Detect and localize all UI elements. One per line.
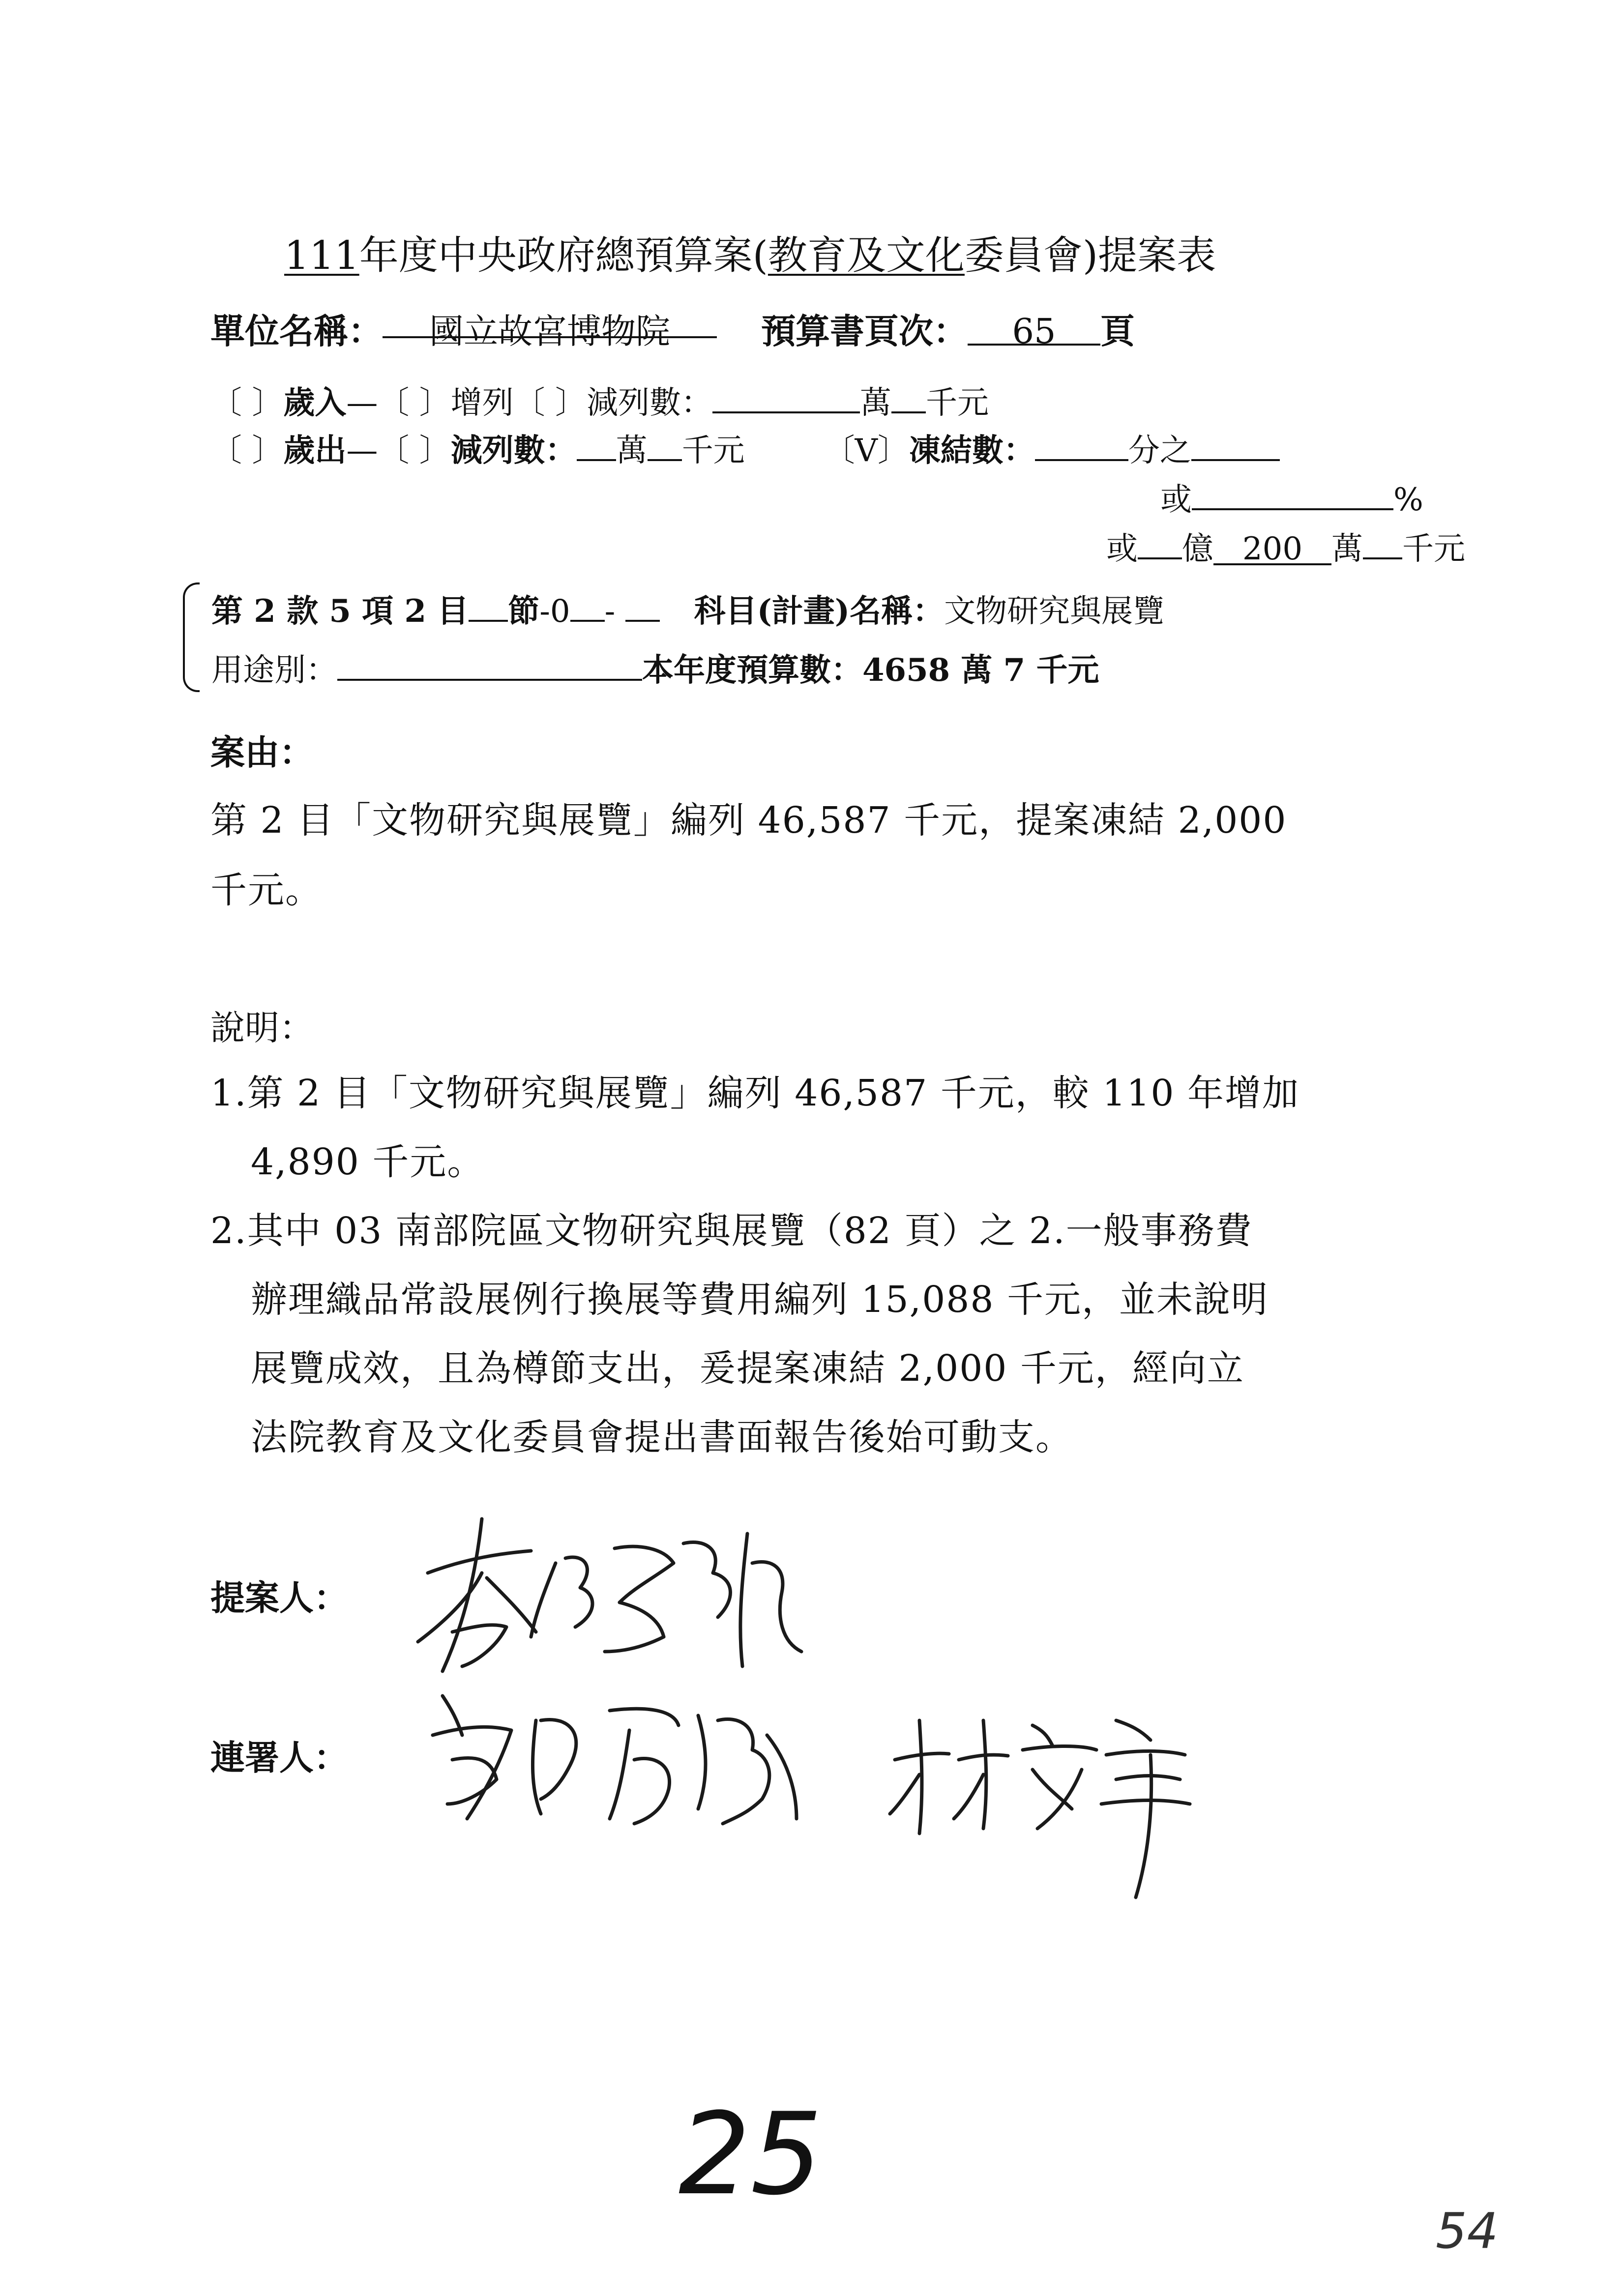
page-number-corner: 54	[1436, 2202, 1499, 2260]
percent-or: 或	[1160, 482, 1192, 518]
page-unit: 頁	[1100, 311, 1135, 351]
usage-row	[211, 645, 1099, 690]
percent-row	[1160, 474, 1423, 520]
explanation-line-2: 4,890 千元。	[251, 1141, 485, 1183]
revenue-row	[210, 378, 989, 423]
subject-label: 科目(計畫)名稱：	[694, 593, 945, 630]
item-row	[211, 586, 1164, 631]
reason-line-1: 第 2 目「文物研究與展覽」編列 46,587 千元，提案凍結 2,000	[210, 799, 1287, 842]
expense-label: 歲出	[283, 432, 347, 469]
expense-dash: —〔 〕	[346, 433, 451, 469]
expense-wan: 萬	[616, 433, 648, 469]
amount-wan: 萬	[1331, 531, 1363, 567]
revenue-dash: —	[346, 385, 378, 421]
revenue-inc: 〔 〕增列〔 〕減列數：	[378, 385, 713, 421]
amount-qian: 千元	[1402, 531, 1465, 567]
unit-value: 國立故宮博物院	[383, 304, 717, 338]
item-jie: 節	[508, 593, 540, 630]
fen-zhi: 分之	[1128, 433, 1191, 469]
reason-heading: 案由：	[210, 732, 314, 773]
explanation-line-6: 法院教育及文化委員會提出書面報告後始可動支。	[251, 1416, 1073, 1458]
amount-or: 或	[1106, 531, 1138, 567]
amount-row	[1106, 523, 1465, 569]
freeze-check: 〔V〕	[823, 433, 909, 469]
revenue-wan: 萬	[860, 385, 892, 421]
explanation-line-5: 展覽成效，且為樽節支出，爰提案凍結 2,000 千元，經向立	[251, 1347, 1244, 1390]
title-year: 111	[284, 233, 359, 278]
proposer-label: 提案人：	[210, 1577, 348, 1618]
item-dash: -	[604, 593, 625, 630]
subject-value: 文物研究與展覽	[944, 593, 1165, 630]
explanation-line-3: 2.其中 03 南部院區文物研究與展覽（82 頁）之 2.一般事務費	[210, 1210, 1253, 1252]
page-number-center: 25	[679, 2089, 823, 2220]
expense-dec: 減列數：	[450, 432, 577, 469]
reason-line-2: 千元。	[210, 869, 323, 911]
cosigner-signature-2	[885, 1701, 1200, 1907]
item-jie-value: -0	[539, 593, 570, 630]
amount-yi: 億	[1182, 531, 1213, 567]
page-label: 預算書頁次：	[761, 311, 968, 351]
title-text-b: 委員會)提案表	[964, 233, 1216, 278]
expense-check: 〔 〕	[210, 433, 284, 469]
cosigner-signature-1	[423, 1681, 816, 1829]
revenue-check: 〔 〕	[210, 385, 284, 421]
freeze-label: 凍結數：	[909, 432, 1035, 469]
expense-qian: 千元	[681, 433, 745, 469]
item-kuan: 第 2 款 5 項 2 目	[211, 593, 469, 630]
cosigner-label: 連署人：	[210, 1737, 348, 1778]
title-text-a: 年度中央政府總預算案(	[359, 233, 768, 278]
percent-sign: %	[1393, 482, 1423, 518]
explanation-line-4: 辦理織品常設展例行換展等費用編列 15,088 千元，並未說明	[251, 1279, 1269, 1321]
proposer-signature	[408, 1504, 811, 1691]
usage-label: 用途別：	[211, 652, 337, 689]
budget-value: 4658 萬 7 千元	[862, 652, 1099, 689]
amount-value: 200	[1213, 531, 1331, 565]
page-value: 65	[968, 311, 1100, 346]
revenue-label: 歲入	[283, 384, 347, 421]
title-committee: 教育及文化	[768, 233, 965, 278]
explanation-line-1: 1.第 2 目「文物研究與展覽」編列 46,587 千元，較 110 年增加	[210, 1072, 1299, 1114]
item-bracket	[183, 582, 200, 692]
budget-label: 本年度預算數：	[642, 652, 862, 689]
explanation-heading: 說明：	[210, 1008, 314, 1048]
form-title	[284, 224, 1216, 280]
unit-row	[210, 304, 1135, 353]
revenue-qian: 千元	[926, 385, 989, 421]
expense-row	[210, 425, 1280, 470]
unit-label: 單位名稱：	[210, 311, 383, 351]
